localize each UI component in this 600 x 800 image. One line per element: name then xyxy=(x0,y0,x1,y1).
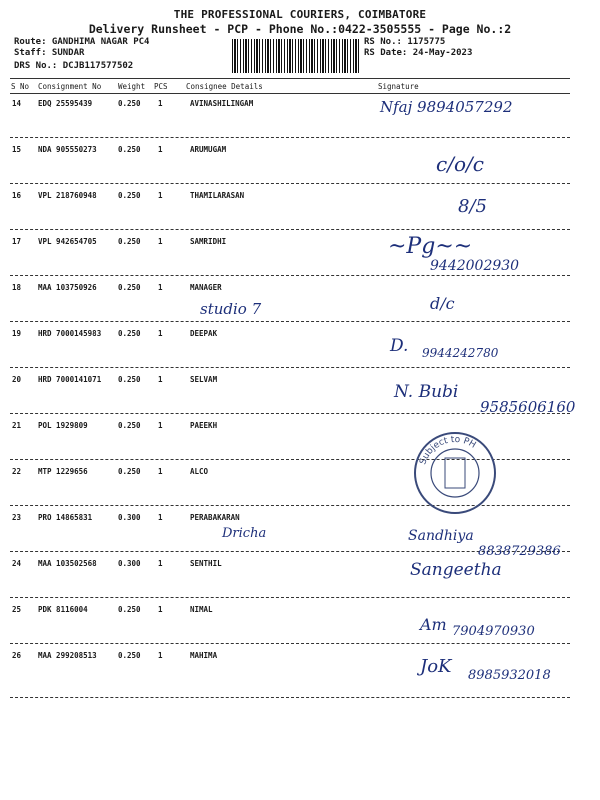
row-consignment: MTP 1229656 xyxy=(38,467,88,476)
row-pcs: 1 xyxy=(158,237,163,246)
row-weight: 0.300 xyxy=(118,513,141,522)
row-sno: 23 xyxy=(12,513,22,522)
row-divider xyxy=(10,183,570,184)
col-consignee: Consignee Details xyxy=(186,82,263,91)
row-pcs: 1 xyxy=(158,467,163,476)
row-weight: 0.250 xyxy=(118,375,141,384)
handwritten-signature: 8838729386 xyxy=(478,544,561,559)
barcode xyxy=(232,39,360,73)
row-pcs: 1 xyxy=(158,99,163,108)
row-pcs: 1 xyxy=(158,513,163,522)
row-sno: 15 xyxy=(12,145,22,154)
table-header-rule xyxy=(10,93,570,94)
row-pcs: 1 xyxy=(158,421,163,430)
row-sno: 22 xyxy=(12,467,22,476)
rs-number: RS No.: 1175775 xyxy=(364,37,446,47)
handwritten-signature: Am xyxy=(420,615,447,634)
row-weight: 0.250 xyxy=(118,237,141,246)
row-consignee: ARUMUGAM xyxy=(190,145,227,154)
row-consignee: NIMAL xyxy=(190,605,213,614)
row-sno: 25 xyxy=(12,605,22,614)
col-weight: Weight xyxy=(118,82,146,91)
handwritten-signature: d/c xyxy=(430,294,455,313)
row-consignee: MANAGER xyxy=(190,283,222,292)
row-consignee: ALCO xyxy=(190,467,209,476)
row-consignment: HRD 7000141071 xyxy=(38,375,102,384)
handwritten-signature: D. xyxy=(390,336,409,356)
handwritten-signature: 9944242780 xyxy=(422,346,499,360)
row-weight: 0.250 xyxy=(118,651,141,660)
row-sno: 17 xyxy=(12,237,22,246)
handwritten-signature xyxy=(380,98,512,116)
row-weight: 0.300 xyxy=(118,559,141,568)
row-weight: 0.250 xyxy=(118,145,141,154)
row-consignment: PDK 8116004 xyxy=(38,605,88,614)
row-consignment: HRD 7000145983 xyxy=(38,329,102,338)
row-consignment: VPL 942654705 xyxy=(38,237,97,246)
row-pcs: 1 xyxy=(158,559,163,568)
row-sno: 19 xyxy=(12,329,22,338)
row-divider xyxy=(10,643,570,644)
row-consignee: DEEPAK xyxy=(190,329,218,338)
handwritten-note: Dricha xyxy=(222,526,267,541)
rs-date: RS Date: 24-May-2023 xyxy=(364,48,473,58)
staff-label: Staff: SUNDAR xyxy=(14,48,85,58)
row-consignment: MAA 103750926 xyxy=(38,283,97,292)
drs-label: DRS No.: DCJB117577502 xyxy=(14,61,134,71)
stamp-text: Subject to PH xyxy=(418,434,478,467)
col-signature: Signature xyxy=(378,82,419,91)
row-consignee: SENTHIL xyxy=(190,559,222,568)
handwritten-signature: Sangeetha xyxy=(410,560,502,580)
company-stamp xyxy=(412,430,498,516)
handwriting-text: Nfaj xyxy=(380,98,418,116)
route-label: Route: GANDHIMA NAGAR PC4 xyxy=(14,37,150,47)
table-bottom-rule xyxy=(10,697,570,698)
handwritten-signature: 8985932018 xyxy=(468,668,551,683)
handwritten-signature: 9442002930 xyxy=(430,258,520,274)
handwritten-signature: 9585606160 xyxy=(480,398,576,416)
row-consignee: PAEEKH xyxy=(190,421,218,430)
row-consignee: AVINASHILINGAM xyxy=(190,99,254,108)
table-top-rule xyxy=(10,78,570,79)
row-consignment: EDQ 25595439 xyxy=(38,99,93,108)
row-sno: 18 xyxy=(12,283,22,292)
row-consignment: MAA 299208513 xyxy=(38,651,97,660)
row-consignment: POL 1929809 xyxy=(38,421,88,430)
row-pcs: 1 xyxy=(158,283,163,292)
row-sno: 16 xyxy=(12,191,22,200)
handwritten-signature: N. Bubi xyxy=(394,382,459,402)
row-sno: 20 xyxy=(12,375,22,384)
row-consignment: NDA 905550273 xyxy=(38,145,97,154)
col-consignment: Consignment No xyxy=(38,82,102,91)
row-consignee: PERABAKARAN xyxy=(190,513,240,522)
row-pcs: 1 xyxy=(158,651,163,660)
row-divider xyxy=(10,275,570,276)
row-divider xyxy=(10,137,570,138)
row-weight: 0.250 xyxy=(118,191,141,200)
handwritten-signature: 8/5 xyxy=(458,196,487,217)
row-consignee: MAHIMA xyxy=(190,651,218,660)
row-divider xyxy=(10,229,570,230)
row-sno: 21 xyxy=(12,421,22,430)
row-consignee: THAMILARASAN xyxy=(190,191,245,200)
handwritten-signature: c/o/c xyxy=(436,152,484,176)
row-weight: 0.250 xyxy=(118,329,141,338)
handwriting-text: 9894057292 xyxy=(417,98,513,116)
col-sno: S No xyxy=(11,82,30,91)
row-consignment: VPL 218760948 xyxy=(38,191,97,200)
row-divider xyxy=(10,367,570,368)
row-consignment: PRO 14865831 xyxy=(38,513,93,522)
row-divider xyxy=(10,597,570,598)
row-pcs: 1 xyxy=(158,329,163,338)
row-pcs: 1 xyxy=(158,145,163,154)
row-weight: 0.250 xyxy=(118,467,141,476)
row-weight: 0.250 xyxy=(118,605,141,614)
row-pcs: 1 xyxy=(158,191,163,200)
row-sno: 26 xyxy=(12,651,22,660)
row-pcs: 1 xyxy=(158,605,163,614)
row-weight: 0.250 xyxy=(118,283,141,292)
col-pcs: PCS xyxy=(154,82,168,91)
row-consignment: MAA 103502568 xyxy=(38,559,97,568)
row-pcs: 1 xyxy=(158,375,163,384)
handwritten-signature: JoK xyxy=(420,656,452,677)
row-weight: 0.250 xyxy=(118,99,141,108)
row-consignee: SELVAM xyxy=(190,375,218,384)
row-divider xyxy=(10,321,570,322)
row-weight: 0.250 xyxy=(118,421,141,430)
handwritten-signature: 7904970930 xyxy=(452,624,535,639)
company-title: THE PROFESSIONAL COURIERS, COIMBATORE xyxy=(173,8,427,21)
runsheet-title: Delivery Runsheet - PCP - Phone No.:0422-3505555 - Page No.:2 xyxy=(88,22,512,36)
handwritten-signature: ~Pg~~ xyxy=(388,234,473,259)
handwritten-signature: Sandhiya xyxy=(408,528,474,544)
row-sno: 14 xyxy=(12,99,22,108)
handwritten-note: studio 7 xyxy=(200,300,262,318)
row-consignee: SAMRIDHI xyxy=(190,237,227,246)
row-sno: 24 xyxy=(12,559,22,568)
